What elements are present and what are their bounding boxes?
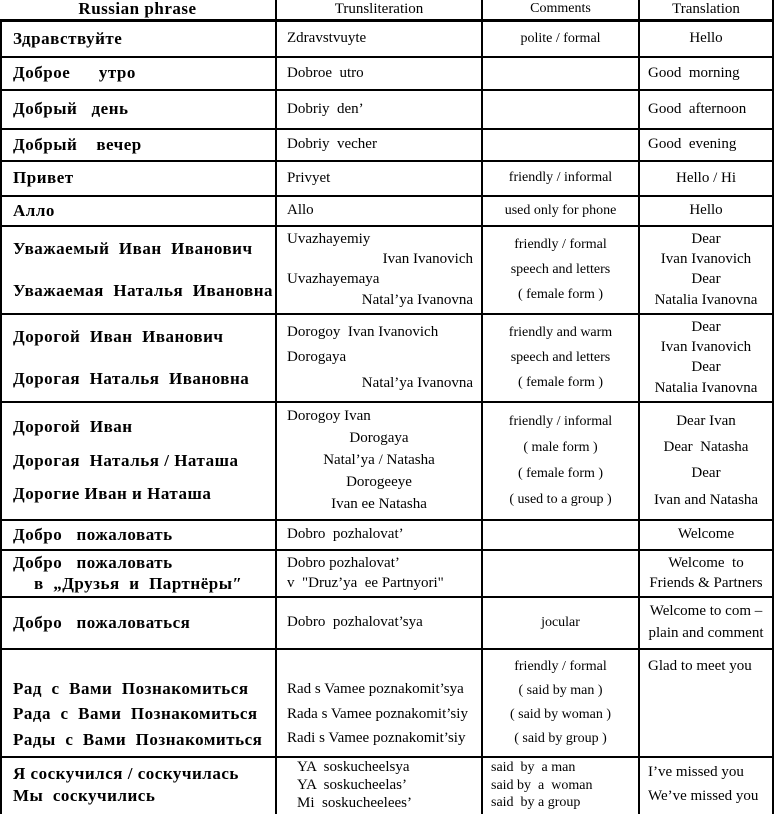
cell-line: Natalia Ivanovna	[654, 291, 758, 308]
cell-line: ( said by woman )	[509, 706, 612, 722]
cell-line: Dear	[691, 465, 721, 482]
cell-russian-phrase	[0, 315, 277, 401]
cell-comments	[483, 598, 640, 648]
cell-line: friendly / informal	[508, 413, 613, 429]
column-label-translation: Translation	[672, 0, 740, 17]
cell-line: Добро пожаловать	[13, 524, 173, 544]
cell-line: Natal’ya Ivanovna	[361, 374, 473, 391]
table-row	[0, 521, 774, 551]
table-row	[0, 162, 774, 197]
cell-translation	[640, 650, 774, 756]
cell-line: Allo	[287, 202, 314, 219]
cell-line: v "Druz’ya ee Partnyori"	[287, 574, 444, 591]
header-cell-comments	[483, 0, 640, 19]
cell-transliteration	[277, 758, 483, 814]
cell-translation	[640, 22, 774, 56]
cell-line: Я соскучился / соскучилась	[13, 764, 239, 783]
cell-line: Дорогой Иван Иванович	[13, 326, 224, 346]
cell-comments	[483, 130, 640, 160]
cell-russian-phrase	[0, 598, 277, 648]
table-row	[0, 758, 774, 814]
cell-comments	[483, 758, 640, 814]
table-row	[0, 551, 774, 598]
cell-line: ( female form )	[517, 374, 604, 390]
cell-line: Ivan Ivanovich	[382, 250, 473, 267]
cell-line: Дорогая Наталья / Наташа	[13, 450, 239, 470]
cell-russian-phrase	[0, 403, 277, 519]
cell-comments	[483, 650, 640, 756]
cell-line: в „Друзья и Партнёры″	[34, 573, 243, 593]
cell-russian-phrase	[0, 650, 277, 756]
cell-line: Rada s Vamee poznakomit’siy	[287, 705, 468, 722]
cell-line: Dobro pozhalovat’	[287, 554, 400, 571]
cell-line: Hello	[689, 30, 723, 47]
cell-line: Dear	[691, 230, 721, 247]
cell-line: Ivan Ivanovich	[660, 250, 752, 267]
cell-line: Dear	[691, 318, 721, 335]
cell-line: Dobroe utro	[287, 64, 364, 81]
cell-comments	[483, 91, 640, 128]
cell-translation	[640, 315, 774, 401]
cell-line: Privyet	[287, 169, 331, 186]
cell-line: Dorogaya	[349, 430, 409, 447]
cell-translation	[640, 197, 774, 225]
table-row	[0, 403, 774, 521]
table-row	[0, 197, 774, 227]
cell-translation	[640, 130, 774, 160]
cell-transliteration	[277, 58, 483, 89]
cell-line: Welcome	[677, 526, 735, 543]
cell-line: Dear Ivan	[676, 412, 736, 429]
cell-russian-phrase	[0, 130, 277, 160]
cell-line: Uvazhayemiy	[287, 230, 371, 247]
cell-transliteration	[277, 197, 483, 225]
cell-comments	[483, 58, 640, 89]
cell-line: Mi soskucheelees’	[297, 795, 412, 812]
cell-transliteration	[277, 22, 483, 56]
cell-line: Hello	[689, 202, 723, 219]
cell-line: friendly / informal	[508, 170, 613, 186]
cell-translation	[640, 58, 774, 89]
cell-line: friendly and warm	[508, 324, 613, 340]
cell-russian-phrase	[0, 58, 277, 89]
cell-line: Dobriy vecher	[287, 136, 377, 153]
cell-russian-phrase	[0, 22, 277, 56]
cell-line: YA soskucheelsya	[297, 759, 410, 776]
cell-line: Добро пожаловаться	[13, 612, 191, 632]
cell-line: Radi s Vamee poznakomit’siy	[287, 730, 466, 747]
cell-line: Dobro pozhalovat’	[287, 526, 404, 543]
cell-line: ( said by group )	[514, 730, 607, 746]
cell-line: Glad to meet you	[648, 658, 752, 674]
cell-russian-phrase	[0, 227, 277, 313]
cell-line: speech and letters	[510, 349, 611, 365]
cell-line: Уважаемая Наталья Ивановна	[13, 280, 274, 300]
cell-transliteration	[277, 227, 483, 313]
header-cell-russian-phrase	[0, 0, 277, 19]
cell-russian-phrase	[0, 197, 277, 225]
cell-transliteration	[277, 130, 483, 160]
cell-line: Ivan ee Natasha	[331, 496, 427, 512]
cell-line: Dorogoy Ivan Ivanovich	[287, 323, 439, 340]
column-label-transliteration: Trunsliteration	[334, 0, 424, 17]
cell-transliteration	[277, 650, 483, 756]
cell-line: Рад с Вами Познакомиться	[13, 679, 249, 699]
cell-translation	[640, 598, 774, 648]
cell-transliteration	[277, 598, 483, 648]
cell-line: Good morning	[648, 64, 740, 81]
cell-line: Dorogoy Ivan	[287, 408, 371, 425]
cell-line: Natal’ya Ivanovna	[361, 291, 473, 308]
cell-line: Dorogaya	[287, 349, 347, 366]
cell-comments	[483, 22, 640, 56]
cell-line: friendly / formal	[514, 658, 607, 674]
header-cell-translation	[640, 0, 774, 19]
header-cell-transliteration	[277, 0, 483, 19]
cell-line: Welcome to com –	[649, 603, 763, 620]
cell-line: Good afternoon	[648, 100, 747, 117]
cell-russian-phrase	[0, 551, 277, 596]
cell-line: used only for phone	[504, 202, 617, 218]
table-row	[0, 650, 774, 758]
cell-line: Dear Natasha	[663, 438, 749, 455]
cell-comments	[483, 403, 640, 519]
cell-line: Рады с Вами Познакомиться	[13, 729, 263, 749]
cell-line: Good evening	[648, 136, 737, 153]
cell-line: Welcome to	[668, 554, 744, 571]
cell-translation	[640, 551, 774, 596]
cell-line: Привет	[13, 168, 74, 188]
cell-transliteration	[277, 403, 483, 519]
table-row	[0, 130, 774, 162]
table-header-row	[0, 0, 774, 22]
cell-line: Uvazhayemaya	[287, 271, 380, 288]
cell-comments	[483, 227, 640, 313]
cell-line: Дорогой Иван	[13, 417, 133, 437]
cell-line: said by a man	[491, 760, 576, 776]
table-row	[0, 315, 774, 403]
cell-russian-phrase	[0, 162, 277, 195]
cell-translation	[640, 403, 774, 519]
cell-russian-phrase	[0, 758, 277, 814]
cell-line: Здравствуйте	[13, 28, 123, 48]
cell-line: Уважаемый Иван Иванович	[13, 238, 253, 258]
cell-line: ( male form )	[523, 439, 598, 455]
cell-line: Рада с Вами Познакомиться	[13, 704, 258, 724]
cell-line: Добрый вечер	[13, 134, 142, 154]
cell-line: Мы соскучились	[13, 785, 156, 805]
cell-line: Natalia Ivanovna	[654, 379, 758, 396]
cell-line: Dear	[691, 271, 721, 288]
column-label-russian-phrase: Russian phrase	[78, 0, 197, 19]
cell-line: ( female form )	[517, 286, 604, 302]
cell-line: friendly / formal	[514, 236, 607, 252]
cell-translation	[640, 521, 774, 549]
cell-line: Natal’ya / Natasha	[323, 452, 435, 469]
cell-line: Rad s Vamee poznakomit’sya	[287, 680, 464, 697]
cell-line: I’ve missed you	[648, 764, 744, 780]
cell-line: jocular	[541, 614, 580, 630]
cell-line: speech and letters	[510, 261, 611, 277]
cell-line: Friends & Partners	[649, 574, 763, 591]
cell-line: said by a woman	[491, 777, 593, 793]
cell-line: Hello / Hi	[676, 169, 736, 186]
cell-line: Дорогая Наталья Ивановна	[13, 368, 250, 388]
cell-line: ( said by man )	[518, 682, 603, 698]
table-row	[0, 227, 774, 315]
cell-comments	[483, 197, 640, 225]
cell-line: Добрый день	[13, 99, 129, 119]
cell-translation	[640, 91, 774, 128]
table-row	[0, 22, 774, 58]
cell-transliteration	[277, 91, 483, 128]
cell-line: Ivan and Natasha	[653, 491, 759, 508]
column-label-comments: Comments	[530, 1, 591, 17]
cell-russian-phrase	[0, 91, 277, 128]
cell-line: said by a group	[491, 795, 581, 811]
cell-line: plain and comment	[648, 625, 764, 642]
cell-translation	[640, 758, 774, 814]
cell-line: Dobriy den’	[287, 100, 364, 117]
cell-transliteration	[277, 162, 483, 195]
table-row	[0, 598, 774, 650]
cell-line: We’ve missed you	[648, 788, 759, 805]
cell-translation	[640, 162, 774, 195]
table-row	[0, 58, 774, 91]
cell-line: Доброе утро	[13, 63, 136, 83]
cell-line: Дорогие Иван и Наташа	[13, 484, 212, 504]
table-row	[0, 91, 774, 130]
cell-transliteration	[277, 315, 483, 401]
cell-line: Алло	[13, 200, 55, 220]
cell-line: Dear	[691, 359, 721, 376]
cell-transliteration	[277, 551, 483, 596]
cell-comments	[483, 521, 640, 549]
cell-line: Dorogeeye	[346, 474, 412, 491]
cell-line: YA soskucheelas’	[297, 777, 407, 794]
cell-comments	[483, 551, 640, 596]
cell-comments	[483, 315, 640, 401]
cell-translation	[640, 227, 774, 313]
cell-russian-phrase	[0, 521, 277, 549]
cell-transliteration	[277, 521, 483, 549]
cell-line: polite / formal	[520, 30, 601, 46]
cell-line: ( used to a group )	[509, 491, 612, 507]
cell-comments	[483, 162, 640, 195]
cell-line: Ivan Ivanovich	[660, 338, 752, 355]
cell-line: Zdravstvuyte	[287, 30, 367, 47]
cell-line: Добро пожаловать	[13, 552, 173, 572]
cell-line: ( female form )	[517, 465, 604, 481]
cell-line: Dobro pozhalovat’sya	[287, 614, 423, 631]
